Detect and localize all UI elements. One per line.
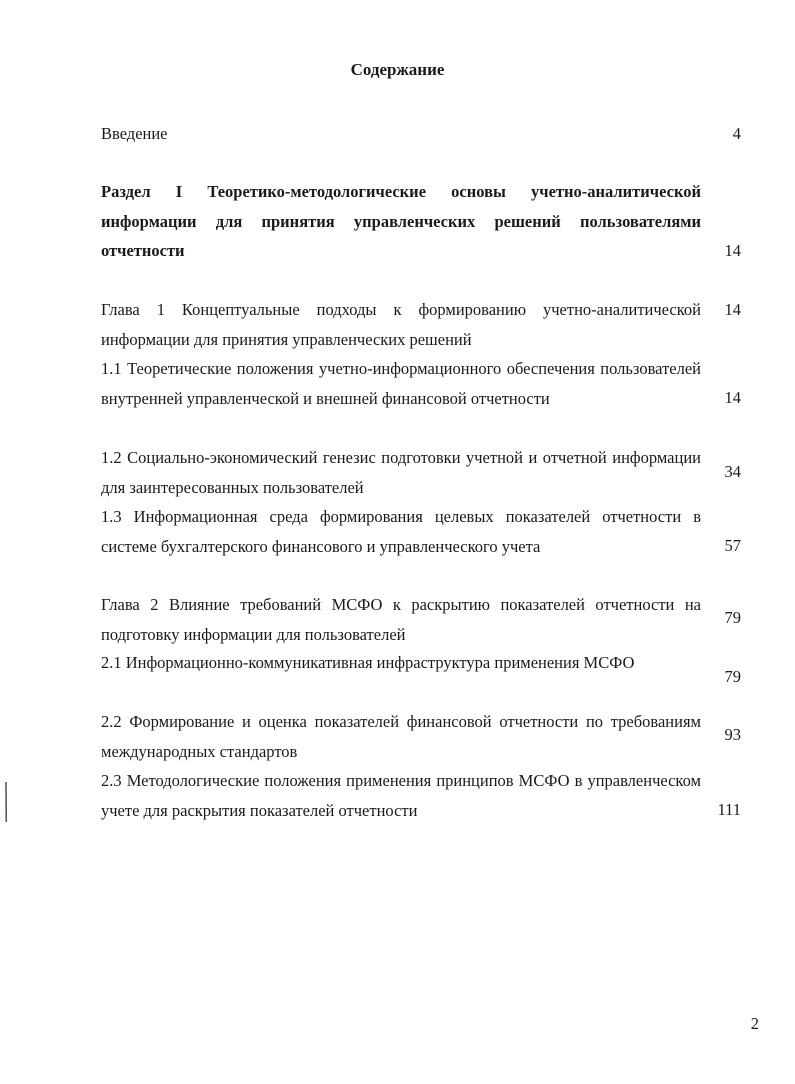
toc-entry-2-1: 2.1 Информационно-коммуникативная инфраструктура применения МСФО [101,653,635,672]
toc-page-2-1: 79 [724,667,741,686]
toc-page-1-2: 34 [724,462,741,481]
page-title: Содержание [350,60,445,79]
footer-page-number: 2 [750,1014,759,1033]
toc-entry-1-1: 1.1 Теоретические положения учетно-информационного обеспечения пользователей внутренней управленческой и внешней финансовой отчетности [101,359,701,408]
toc-page-intro: 4 [732,124,741,143]
toc-entry-chapter-1: Глава 1 Концептуальные подходы к формированию учетно-аналитической информации для принятия управленческих решений [101,300,701,349]
margin-scan-mark [5,782,7,822]
toc-entry-2-2: 2.2 Формирование и оценка показателей финансовой отчетности по требованиям международных стандартов [101,712,701,761]
toc-entry-2-3: 2.3 Методологические положения применения принципов МСФО в управленческом учете для раскрытия показателей отчетности [101,771,701,820]
toc-page-1-3: 57 [724,536,741,555]
toc-page-section-1: 14 [724,241,741,260]
toc-page-2-2: 93 [724,725,741,744]
toc-entry-1-3: 1.3 Информационная среда формирования целевых показателей отчетности в системе бухгалтерского финансового и управленческого учета [101,507,701,556]
toc-entry-intro: Введение [101,124,168,143]
toc-entry-section-1: Раздел I Теоретико-методологические основы учетно-аналитической информации для принятия управленческих решений пользователями отчетности [101,182,701,260]
toc-page-chapter-1: 14 [724,300,741,319]
toc-page-1-1: 14 [724,388,741,407]
toc-page-chapter-2: 79 [724,608,741,627]
toc-page-2-3: 111 [717,800,741,819]
toc-entry-1-2: 1.2 Социально-экономический генезис подготовки учетной и отчетной информации для заинтересованных пользователей [101,448,701,497]
toc-entry-chapter-2: Глава 2 Влияние требований МСФО к раскрытию показателей отчетности на подготовку информации для пользователей [101,595,701,644]
